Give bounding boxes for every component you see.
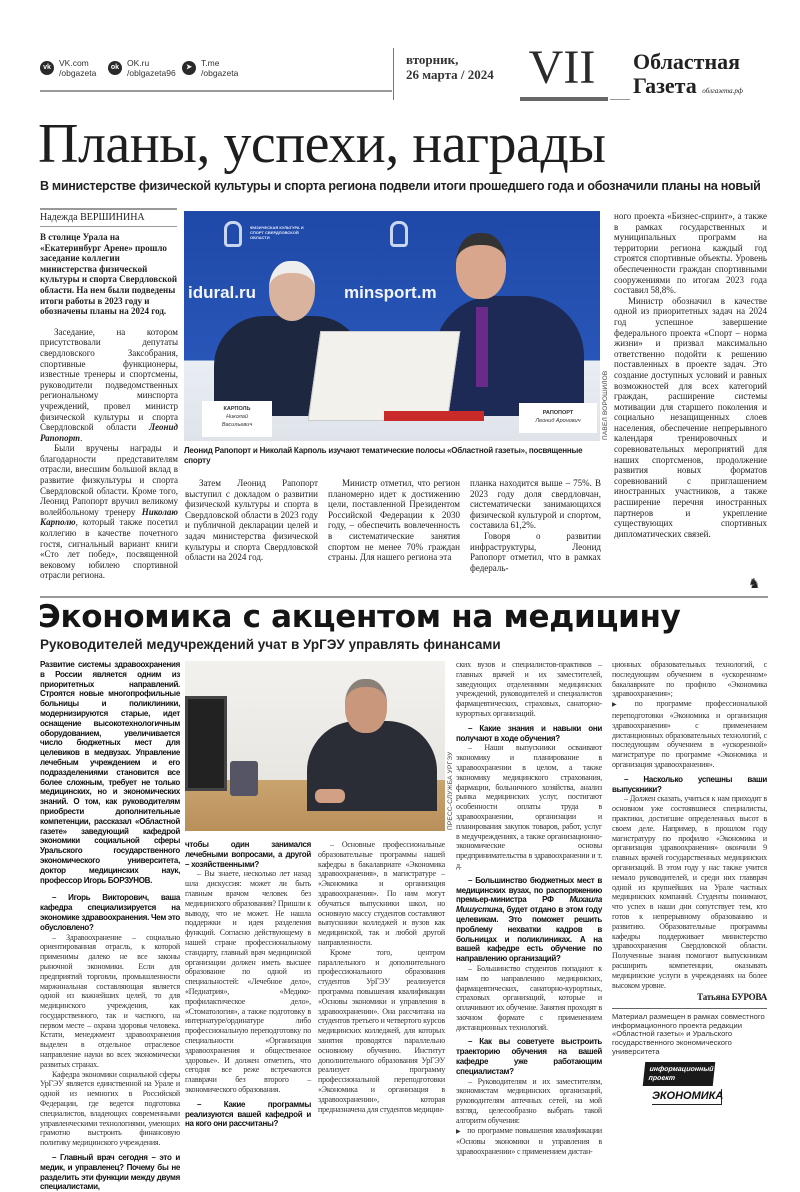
article1-paragraph: Министр обозначил в качестве одной из приоритетных задач на 2024 год успешное завершение федерального проекта «Спорт – норма жизни» и призвал максимально ответственно подойти к решению поставленных в проекте задач. Это создание доступных условий и равных возможностей для всех категорий граждан, расширение системы мотивации для старшего поколения и социально незащищенных слоев населения, обеспечение непрерывного календаря тренировочных и соревновательных мероприятий для наших спортсменов, продолжение развития новых форматов соревнований с приглашением иностранных участников, а также расширение перечня иностранных партнеров и укрепление существующих спортивных дипломатических связей. [614, 295, 767, 539]
article1-column-5 [614, 211, 767, 539]
photo-credit: ПАВЕЛ ВОРОШИЛОВ [602, 370, 609, 440]
article1-paragraph: Министр отметил, что регион планомерно идет к достижению цели, поставленной Президентом Российской Федерации к 2030 году, – обеспечить вовлеченность в систематические занятия спортом не менее 70% граждан страны. Для нашего региона эта [328, 478, 460, 563]
bullet-item: ▶ по программе повышения квалификации «Основы экономики и управления в здравоохранении» с применением дистан- [456, 1126, 602, 1157]
article1-column-2 [185, 478, 318, 563]
person-name: Леонид Рапопорт [40, 422, 178, 443]
social-telegram[interactable] [182, 58, 238, 78]
page-number-bar [520, 97, 608, 101]
ok-icon: ok [108, 61, 122, 75]
article2-title: Экономика с акцентом на медицину [38, 599, 681, 635]
article2-column-5 [612, 660, 767, 1110]
interview-question: – Какие знания и навыки они получают в ходе обучения? [456, 723, 602, 743]
bullet-item: ▶ по программе профессиональной переподготовки «Экономика и организация здравоохранения» с применением дистанционных образовательных технологий, с последующим обучением в «ускоренной» магистратуре по программе «Экономика и организация здравоохранения». [612, 699, 767, 770]
issue-date [406, 52, 494, 82]
interview-answer: – Большинство студентов попадают к нам по направлению медицинских, фармацевтических, санаторно-курортных, страховых организаций, которые и оплачивают их обучение. Занятия проходят в заочном формате с применением дистанционных технологий. [456, 963, 602, 1032]
placard-surname: КАРПОЛЬ [223, 406, 251, 412]
end-mark-icon: ♞ [748, 577, 761, 592]
article1-paragraph: Затем Леонид Рапопорт выступил с докладом о развитии физической культуры и спорта в Свердловской области в 2023 году и публичной декларации целей и задач министерства физической культуры и спорта Свердловской области на 2024 год. [185, 478, 318, 563]
placard-surname: РАПОПОРТ [542, 410, 574, 416]
interview-question: – Какие программы реализуются вашей кафедрой и на кого они рассчитаны? [185, 1099, 311, 1129]
person-rapoport-head [456, 233, 506, 299]
person-borzunov-head [345, 679, 387, 733]
article1-paragraph: планка находится выше – 75%. В 2023 году доля свердловчан, систематически занимающихся физической культурой и спортом, составила 61,2%. [470, 478, 601, 531]
weekday: вторник, [406, 52, 459, 67]
social-vk[interactable] [40, 58, 96, 78]
ministry-logo-icon [224, 221, 242, 247]
interview-answer: – Руководителям и их заместителям, экономистам медицинских организаций, руководителям аптечных сетей, на мой взгляд, целесообразно выбрать такой алгоритм обучения: [456, 1076, 602, 1125]
interview-answer: – Должен сказать, учиться к нам приходят в основном уже состоявшиеся специалисты, практики, достигшие определенных высот в своем деле. Например, в прошлом году магистратуру по профилю «Экономика и организация здравоохранения» окончили 9 главных врачей государственных медицинских организаций. В этом году у нас также учится немало руководителей, и среди них главврач одной из крупнейших на Урале частных медицинских компаний. Студенты понимают, что успех в наши дни сопутствует тем, кто готов к непрерывному образованию и развитию. Образовательные программы кафедры поддерживает министерство здравоохранения Свердловской области. Полученные знания помогают выпускникам расширить компетенции, оказывать медицинские услуги в учреждениях на более высоком уровне. [612, 794, 767, 990]
article2-photo [185, 661, 445, 831]
text: , который также посетил коллегию в качестве почетного гостя, сигнальный вариант книги «Сто лет побед», посвященной вековому юбилею спортивной отрасли региона. [40, 517, 178, 581]
newspaper [308, 331, 461, 421]
social-site: T.me [201, 58, 220, 68]
social-handle: /obgazeta [201, 68, 239, 78]
interview-answer: Кроме того, центром параллельного и дополнительного профессионального образования студентов УрГЭУ реализуется программа повышения квалификации «Основы экономики и управления в здравоохранении». Она рассчитана на студентов третьего и четвертого курсов медицинских колледжей, для которых занятия проводятся параллельно основному обучению. Институт дополнительного образования УрГЭУ реализует программу профессиональной переподготовки «Экономика и организация в здравоохранении», которая предназначена для студентов медицин- [318, 947, 445, 1114]
interview-question [456, 876, 602, 964]
project-logo: информационный проект [643, 1062, 716, 1086]
article1-column-3 [328, 478, 460, 563]
interview-answer: – Основные профессиональные образовательные программы нашей кафедры в бакалавриате «Экономика здравоохранения», в магистратуре – «Экономика и организация здравоохранения». По ним могут обучаться выпускники школ, но основную массу студентов составляют выпускники колледжей и вузов как медицинской, так и любой другой направленности. [318, 840, 445, 947]
placard-rapoport [519, 403, 597, 433]
social-site: OK.ru [127, 58, 150, 68]
tie [476, 307, 488, 387]
text: – Большинство бюджетных мест в медицинских вузах, по распоряжению премьер-министра РФ [456, 875, 602, 905]
article2-lead: Развитие системы здравоохранения в России является одним из приоритетных направлений. Строятся новые многопрофильные больницы и поликлиники, модернизируются старые, идет оснащение высокотехнологичным оборудованием, увеличивается число бюджетных мест для целевиков в медвузах. Управление лечебным учреждением и его подразделениями становится все более сложным, требует не только медицинских, но и экономических знаний. О том, как руководителям приобрести дополнительные компетенции, рассказал «Областной газете» заведующий кафедрой экономики социальной сферы Уральского государственного экономического университета, доктор медицинских наук, профессор Игорь БОРЗУНОВ. [40, 660, 180, 885]
article1-caption: Леонид Рапопорт и Николай Карполь изучают тематические полосы «Областной газеты», посвященные спорту [184, 446, 583, 465]
article2-column-4 [456, 660, 602, 1157]
interview-answer: ских вузов и специалистов-практиков – главных врачей и их заместителей, заведующих отделениями медицинских учреждений, руководителей и специалистов фармацевтических, страховых, санаторно-курортных организаций. [456, 660, 602, 718]
telegram-icon: ➤ [182, 61, 196, 75]
project-logo-title: ЭКОНОМИКА [652, 1089, 722, 1105]
article1-photo [184, 211, 600, 441]
bullet-item-continued: ционных образовательных технологий, с последующим обучением в «ускоренном» бакалавриате по профилю «Экономика здравоохранения»; [612, 660, 767, 699]
article1-column-1 [40, 232, 178, 581]
article1-author: Надежда ВЕРШИНИНА [40, 212, 145, 223]
social-handle: /obgazeta [59, 68, 97, 78]
person-name: Николаю Карполю [40, 506, 178, 528]
interview-answer: – Вы знаете, несколько лет назад шла дискуссия: может ли быть главным врачом человек без медицинского образования? Пришли к выводу, что не может. Не нашла поддержки и идея разделения функций. Согласно действующему в нашей стране профессиональному стандарту, главный врач медицинской организации должен иметь высшее образование по одной из специальностей: «Лечебное дело», «Педиатрия», «Медико-профилактическое дело», «Стоматология», а также подготовку в интернатуре/ординатуре либо профессиональную переподготовку по специальности «Организация здравоохранения и общественное здоровье». И должен отметить, что сегодня все реже встречаются главврачи без второго – экономического образования. [185, 869, 311, 1094]
project-logo-block [612, 1062, 767, 1110]
red-folder [384, 411, 484, 421]
interview-question: – Главный врач сегодня – это и медик, и управленец? Почему бы не разделить эти функции между двумя специалистами, [40, 1153, 180, 1192]
article2-author: Татьяна БУРОВА [697, 992, 767, 1003]
backdrop-logo-text: ФИЗИЧЕСКАЯ КУЛЬТУРА И СПОРТ СВЕРДЛОВСКОЙ ОБЛАСТИ [250, 225, 304, 240]
article1-paragraph: Говоря о развитии инфраструктуры, Леонид Рапопорт отметил, что в рамках федераль- [470, 530, 601, 573]
interview-question: – Как вы советуете выстроить траекторию обучения на вашей кафедре уже работающим специалистам? [456, 1037, 602, 1076]
article1-title: Планы, успехи, награды [38, 113, 606, 175]
interview-question: чтобы один занимался лечебными вопросами, а другой – хозяйственными? [185, 840, 311, 869]
article2-column-2 [185, 840, 311, 1129]
date: 26 марта / 2024 [406, 67, 494, 82]
article1-paragraph: ного проекта «Бизнес-спринт», а также в рамках государственных и муниципальных программ на территории региона каждый год строятся спортивные объекты. Уровень обеспеченности граждан спортивными сооружениями по итогам 2023 года составил 58,8%. [614, 211, 767, 296]
article1-subtitle: В министерстве физической культуры и спорта региона подвели итоги прошедшего года и обозначили планы на новый [40, 179, 761, 193]
text: Были вручены награды и благодарности представителям отрасли, внесшим большой вклад в развитие физкультуры и спорта Свердловской области. Кроме того, Леонид Рапопорт вручил великому волейбольному тренеру [40, 443, 178, 517]
section-divider [40, 596, 768, 598]
interview-answer: – Здравоохранение – социально ориентированная отрасль, к которой применимы далеко не все законы рыночной экономики. Если для предприятий торговли, промышленности маржинальная составляющая является одной из важнейших целей, то для медицинского учреждения, как государственного, так и частного, на первом месте – охрана здоровья человека. Кстати, менеджмент здравоохранения выделен в отдельное отраслевое направление науки во всех экономически развитых странах. [40, 932, 180, 1069]
text: . [80, 432, 83, 443]
partnership-note: Материал размещен в рамках совместного информационного проекта редакции «Областной газеты» и Уральского государственного экономического университета [612, 1012, 765, 1056]
placard-name: Николай [226, 414, 248, 420]
ministry-logo-icon [390, 221, 408, 247]
backdrop-text: idural.ru [188, 283, 257, 302]
interview-answer: Кафедра экономики социальной сферы УрГЭУ является единственной на Урале и одной из немногих в Российской Федерации, где ведется подготовка специалистов, владеющих современными управленческими технологиями, умеющих грамотно выстроить финансовую политику медицинского учреждения. [40, 1069, 180, 1148]
article1-column-4 [470, 478, 601, 573]
byline-rule-bottom [40, 226, 177, 227]
article1-lead: В столице Урала на «Екатеринбург Арене» прошло заседание коллегии министерства физической культуры и спорта Свердловской области. На нем были подведены итоги работы в 2023 году и обозначены планы на 2024 год. [40, 232, 178, 317]
interview-question: – Игорь Викторович, ваша кафедра специализируется на экономике здравоохранения. Чем это обусловлено? [40, 893, 180, 932]
masthead-rule-short [610, 99, 630, 100]
article1-paragraph [40, 443, 178, 581]
social-site: VK.com [59, 58, 89, 68]
vk-icon: vk [40, 61, 54, 75]
masthead-rule [40, 90, 392, 92]
text: Заседание, на котором присутствовали депутаты свердловского Заксобрания, спортивные функционеры, известные тренеры и спортсмены, руководители подведомственных региональному минспорта учреждений, провел министр физической культуры и спорта Свердловской области [40, 326, 178, 433]
placard-name: Леонид Аронович [535, 418, 581, 424]
social-handle: /oblgazeta96 [127, 68, 176, 78]
note-rule [612, 1008, 767, 1009]
article2-column-1 [40, 660, 180, 1192]
placard-patronymic: Васильевич [221, 422, 253, 428]
backdrop-text: minsport.m [344, 283, 437, 302]
pen-holder [230, 761, 258, 796]
photo-credit: ПРЕСС-СЛУЖБА УРГЭУ [447, 751, 454, 830]
article1-paragraph [40, 327, 178, 444]
article2-subtitle: Руководителей медучреждений учат в УрГЭУ управлять финансами [40, 637, 501, 652]
person-name: Михаила Мишустина [456, 895, 602, 915]
logo-site: облгазета.рф [702, 87, 743, 95]
interview-answer: – Наши выпускники осваивают экономику и планирование в здравоохранении в целом, а также экономику медицинского страхования, фармации, больничного хозяйства, анализ рынка медицинских услуг, постигают особенности оплаты труда в здравоохранении, организации и планирования закупок товаров, работ, услуг в медучреждениях, а также организационно-экономические основы предпринимательства в здравоохранении и т. д. [456, 743, 602, 870]
computer-monitor [185, 696, 227, 791]
placard-karpol [202, 401, 272, 437]
byline-rule [40, 208, 177, 210]
logo-line1: Областная [633, 49, 741, 74]
hands [315, 789, 345, 803]
interview-question: – Насколько успешны ваши выпускники? [612, 774, 767, 794]
text: , будет отдано в этом году целевикам. Это поможет решить проблему нехватки кадров в больницах и поликлиниках. А на вашей кафедре есть обучение по направлению организаций? [456, 905, 602, 964]
page-number: VII [528, 41, 596, 94]
article2-column-3 [318, 840, 445, 1114]
logo-line2: Газета [633, 73, 697, 98]
person-karpol-head [269, 261, 315, 321]
social-ok[interactable] [108, 58, 176, 78]
masthead-divider [393, 48, 394, 100]
newspaper-logo [633, 50, 743, 103]
